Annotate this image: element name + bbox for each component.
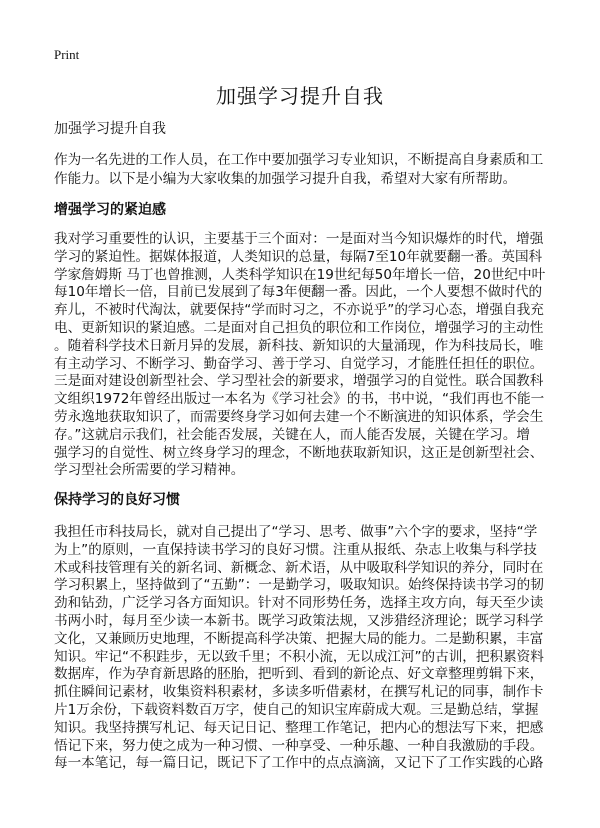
text-line: 强学习的自觉性、树立终身学习的理念，不断地获取新知识，这正是创新型社会、 (54, 444, 544, 461)
page-title: 加强学习提升自我 (216, 84, 384, 108)
text-line: 每10年增长一倍，目前已发展到了每3年便翻一番。因此，一个人要想不做时代的 (54, 284, 543, 301)
text-line: 劳永逸地获取知识了，而需要终身学习如何去建一个不断演进的知识体系，学会生 (54, 408, 544, 425)
text-line: 知识。我坚持撰写札记、每天记日记、整理工作笔记，把内心的想法写下来，把感 (54, 719, 544, 736)
section-paragraph (54, 231, 545, 480)
text-line: 学习型社会所需要的学习精神。 (54, 462, 245, 479)
text-line: 劲和钻劲，广泛学习各方面知识。针对不同形势任务，选择主攻方向，每天至少读 (54, 595, 544, 612)
section-paragraph (54, 524, 544, 773)
print-link[interactable]: Print (54, 47, 80, 62)
text-line: 悟记下来，努力使之成为一种习惯、一种享受、一种乐趣、一种自我激励的手段。 (54, 737, 544, 754)
text-line: 我担任市科技局长，就对自己提出了“学习、思考、做事”六个字的要求，坚持“学 (54, 524, 538, 540)
intro-paragraph (54, 151, 543, 189)
text-line: 存。”这就启示我们，社会能否发展，关键在人，而人能否发展，关键在学习。增 (54, 426, 531, 443)
text-line: 弃儿，不被时代淘汰，就要保持“学而时习之，不亦说乎”的学习心态，增强自我充 (54, 302, 544, 319)
text-line: 学习的紧迫性。据媒体报道，人类知识的总量，每隔7至10年就要翻一番。英国科 (54, 248, 543, 265)
section-heading: 增强学习的紧迫感 (54, 202, 166, 218)
text-line: 为上”的原则，一直保持读书学习的良好习惯。注重从报纸、杂志上收集与科学技 (54, 541, 537, 558)
text-line: 书两小时，每月至少读一本新书。既学习政策法规，又涉猎经济理论；既学习科学 (54, 612, 544, 629)
text-line: 我对学习重要性的认识，主要基于三个面对：一是面对当今知识爆炸的时代，增强 (54, 231, 544, 247)
text-line: 文化，又兼顾历史地理，不断提高科学决策、把握大局的能力。二是勤积累，丰富 (54, 630, 544, 647)
text-line: 学家詹姆斯 马丁也曾推测，人类科学知识在19世纪每50年增长一倍，20世纪中叶 (54, 266, 546, 283)
text-line: 有主动学习、不断学习、勤奋学习、善于学习、自觉学习，才能胜任担任的职位。 (54, 355, 544, 372)
text-line: 文组织1972年曾经出版过一本名为《学习社会》的书，书中说，“我们再也不能一 (54, 391, 545, 408)
text-line: 每一本笔记，每一篇日记，既记下了工作中的点点滴滴，又记下了工作实践的心路 (54, 755, 544, 772)
text-line: 抓住瞬间记素材，收集资料积素材，多读多听借素材，在撰写札记的同事，制作卡 (54, 684, 544, 701)
text-line: 电、更新知识的紧迫感。二是面对自己担负的职位和工作岗位，增强学习的主动性 (54, 319, 544, 336)
text-line: 知识。牢记“不积跬步，无以致千里；不积小流，无以成江河”的古训，把积累资料 (54, 648, 544, 665)
subtitle: 加强学习提升自我 (54, 121, 166, 137)
text-line: 。随着科学技术日新月异的发展，新科技、新知识的大量涌现，作为科技局长，唯 (54, 337, 544, 354)
text-line: 数据库，作为孕育新思路的胚胎，把听到、看到的新论点、好文章整理剪辑下来， (54, 666, 544, 683)
text-line: 术或科技管理有关的新名词、新概念、新术语，从中吸取科学知识的养分，同时在 (54, 559, 544, 576)
text-line: 片1万余份，下载资料数百万字，使自己的知识宝库蔚成大观。三是勤总结，掌握 (54, 701, 539, 718)
text-line: 学习积累上，坚持做到了“五勤”：一是勤学习，吸取知识。始终保持读书学习的韧 (54, 577, 544, 594)
text-line: 三是面对建设创新型社会、学习型社会的新要求，增强学习的自觉性。联合国教科 (54, 373, 544, 390)
section-heading: 保持学习的良好习惯 (54, 492, 180, 508)
text-line: 作为一名先进的工作人员，在工作中要加强学习专业知识，不断提高自身素质和工 (54, 152, 544, 168)
text-line: 作能力。以下是小编为大家收集的加强学习提升自我，希望对大家有所帮助。 (54, 171, 517, 187)
